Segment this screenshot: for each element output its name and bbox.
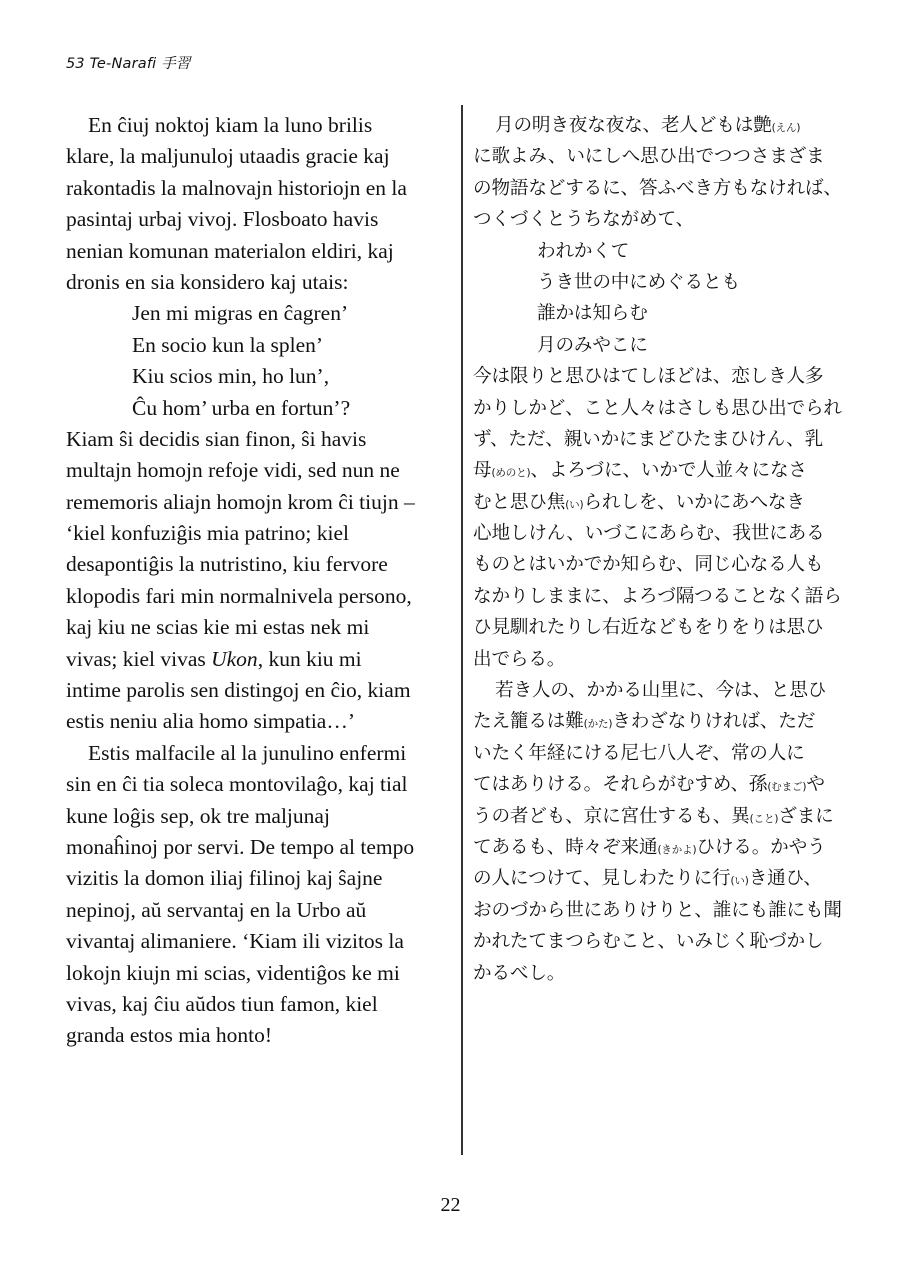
text-line xyxy=(473,863,868,894)
text-line: vivantaj alimaniere. ‘Kiam ili vizitos la xyxy=(66,929,404,954)
verse-line: Ĉu hom’ urba en fortun’? xyxy=(132,395,351,420)
text-segment: きわざなりければ、ただ xyxy=(612,711,816,733)
text-line: に歌よみ、いにしへ思ひ出でつつさまざま xyxy=(473,146,825,168)
furigana: (むまご) xyxy=(767,781,807,794)
text-line: vivas, kaj ĉiu aŭdos tiun famon, kiel xyxy=(66,991,378,1016)
text-line: いたく年経にける尼七八人ぞ、常の人に xyxy=(473,742,805,764)
text-line: ‘kiel konfuziĝis mia patrino; kiel xyxy=(66,521,350,546)
text-line xyxy=(473,769,868,800)
text-line xyxy=(473,455,868,486)
text-segment: むと思ひ焦 xyxy=(473,491,566,513)
text-line: かるべし。 xyxy=(473,962,566,984)
text-line: の物語などするに、答ふべき方もなければ、 xyxy=(473,177,842,199)
text-segment: 月の明き夜な夜な、老人どもは艶 xyxy=(495,115,772,136)
text-line: ひ見馴れたりし右近などもをりをりは思ひ xyxy=(473,617,824,639)
text-segment: うの者ども、京に宮仕するも、異 xyxy=(473,805,750,827)
furigana: (きかよ) xyxy=(657,843,697,856)
text-segment: たえ籠るは難 xyxy=(473,711,584,733)
text-segment: き通ひ、 xyxy=(748,868,822,890)
text-line: nepinoj, aŭ servantaj en la Urbo aŭ xyxy=(66,897,367,922)
text-line: 出でらる。 xyxy=(473,648,566,670)
text-line: intime parolis sen distingoj en ĉio, kiam xyxy=(66,678,411,703)
text-line: かれたてまつらむこと、いみじく恥づかし xyxy=(473,931,824,953)
furigana: (えん) xyxy=(771,122,801,134)
verse-line: 月のみやこに xyxy=(537,334,648,356)
text-segment: や xyxy=(806,774,825,796)
text-line: 若き人の、かかる山里に、今は、と思ひ xyxy=(495,680,827,702)
text-segment: の人につけて、見しわたりに行 xyxy=(473,868,731,890)
verse-line: われかくて xyxy=(537,240,630,262)
text-line xyxy=(473,110,868,141)
running-header: 53 Te-Narafi 手習 xyxy=(66,56,191,72)
text-line: vizitis la domon iliaj filinoj kaj ŝajne xyxy=(66,866,383,891)
text-line: lokojn kiujn mi scias, videntiĝos ke mi xyxy=(66,960,400,985)
text-line xyxy=(66,644,456,675)
text-line: かりしかど、こと人々はさしも思ひ出でられ xyxy=(473,397,842,419)
text-line xyxy=(473,801,868,832)
text-line: sin en ĉi tia soleca montovilaĝo, kaj tial xyxy=(66,772,408,797)
text-line: pasintaj urbaj vivoj. Flosboato havis xyxy=(66,207,379,232)
text-segment: vivas; kiel vivas xyxy=(66,646,212,671)
furigana: (い) xyxy=(565,498,584,511)
page-number: 22 xyxy=(440,1194,461,1216)
text-line: 今は限りと思ひはてしほどは、恋しき人多 xyxy=(473,366,824,388)
text-line: Kiam ŝi decidis sian finon, ŝi havis xyxy=(66,426,367,451)
text-segment: , kun kiu mi xyxy=(257,646,362,671)
verse-line: En socio kun la splen’ xyxy=(132,332,324,357)
text-line: kune loĝis sep, ok tre maljunaj xyxy=(66,803,330,828)
text-line: rakontadis la malnovajn historiojn en la xyxy=(66,175,407,200)
furigana: (めのと) xyxy=(491,467,531,480)
verse-line: Kiu scios min, ho lun’, xyxy=(132,364,330,389)
text-segment: てあるも、時々ぞ来通 xyxy=(473,836,658,858)
esperanto-column xyxy=(66,110,456,1052)
text-line: なかりしままに、よろづ隔つることなく語ら xyxy=(473,585,842,607)
text-line xyxy=(473,832,868,863)
text-line: ず、ただ、親いかにまどひたまひけん、乳 xyxy=(473,428,824,450)
text-line xyxy=(473,487,868,518)
text-line: dronis en sia konsidero kaj utais: xyxy=(66,269,349,294)
text-segment: ひける。かやう xyxy=(696,836,826,858)
text-line: En ĉiuj noktoj kiam la luno brilis xyxy=(88,113,373,137)
column-divider xyxy=(461,105,463,1155)
furigana: (い) xyxy=(730,875,749,888)
text-line: klare, la maljunuloj utaadis gracie kaj xyxy=(66,144,390,169)
text-segment: てはありける。それらがむすめ、孫 xyxy=(473,774,768,796)
italic-name-ukon: Ukon xyxy=(211,646,258,671)
text-line: monaĥinoj por servi. De tempo al tempo xyxy=(66,834,415,859)
text-line: Estis malfacile al la junulino enfermi xyxy=(88,740,407,765)
text-line: つくづくとうちながめて、 xyxy=(473,209,694,231)
furigana: (かた) xyxy=(583,718,613,731)
text-line: kaj kiu ne scias kie mi estas nek mi xyxy=(66,615,370,640)
furigana: (こと) xyxy=(749,812,779,825)
text-segment: られしを、いかにあへなき xyxy=(583,491,805,513)
text-line xyxy=(473,706,868,737)
verse-line: Jen mi migras en ĉagren’ xyxy=(132,301,349,326)
japanese-column xyxy=(473,110,868,989)
text-segment: ざまに xyxy=(778,805,834,827)
text-line: rememoris aliajn homojn krom ĉi tiujn – xyxy=(66,489,415,514)
text-line: おのづから世にありけりと、誰にも誰にも聞 xyxy=(473,899,842,921)
text-line: klopodis fari min normalnivela persono, xyxy=(66,583,412,608)
text-line: desapontiĝis la nutristino, kiu fervore xyxy=(66,552,388,577)
text-line: granda estos mia honto! xyxy=(66,1023,272,1048)
text-line: ものとはいかでか知らむ、同じ心なる人も xyxy=(473,554,824,576)
text-line: nenian komunan materialon eldiri, kaj xyxy=(66,238,394,263)
text-line: estis neniu alia homo simpatia…’ xyxy=(66,709,356,734)
text-segment: 母 xyxy=(473,460,492,482)
text-segment: 、よろづに、いかで人並々になさ xyxy=(530,460,807,482)
verse-line: 誰かは知らむ xyxy=(537,303,648,325)
verse-line: うき世の中にめぐるとも xyxy=(537,271,740,293)
text-line: multajn homojn refoje vidi, sed nun ne xyxy=(66,458,400,483)
text-line: 心地しけん、いづこにあらむ、我世にある xyxy=(473,523,825,545)
